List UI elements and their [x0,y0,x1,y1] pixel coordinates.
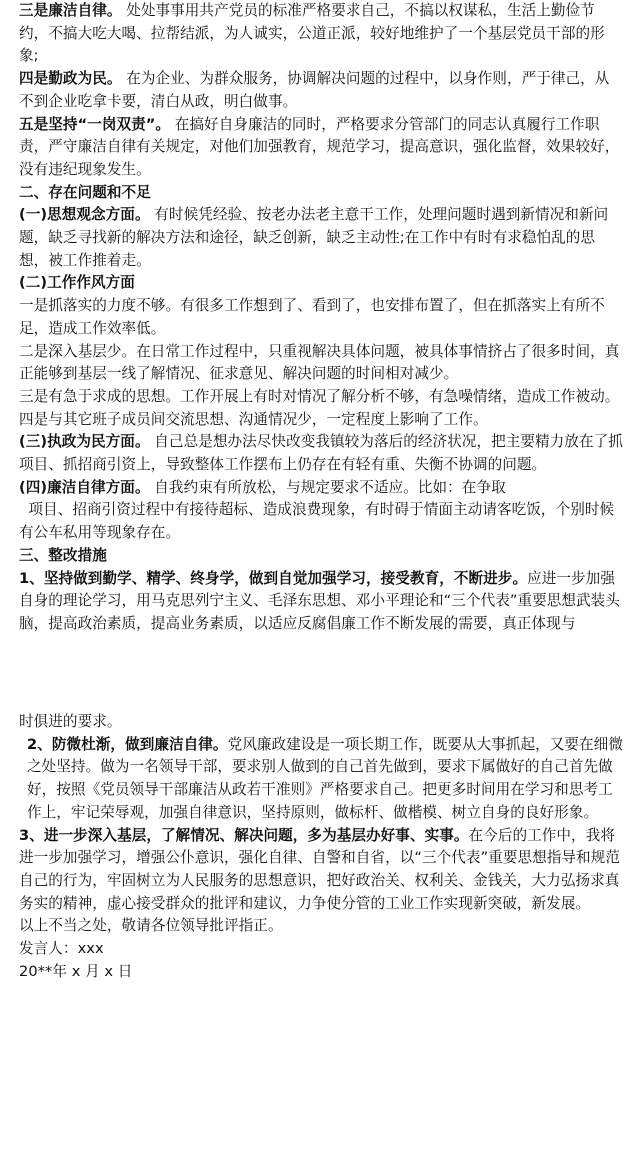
sec2-point-4-body: 自我约束有所放松，与规定要求不适应。比如：在争取 [149,478,506,496]
sec2-point-4-head: (四)廉洁自律方面。 [19,478,150,496]
sec2-point-1-head: (一)思想观念方面。 [19,206,150,224]
sec1-item-3-head: 三是廉洁自律。 [19,2,122,19]
sec2-point-2-line-3: 三是有急于求成的思想。工作开展上有时对情况了解分析不够，有急噪情绪，造成工作被动。 [19,387,620,405]
section-2-title: 二、存在问题和不足 [19,183,151,201]
sec1-item-4-body: 在为企业、为群众服务，协调解决问题的过程中，以身作则，严于律己，从不到企业吃拿卡要，清白从政，明白做事。 [19,70,610,110]
sec3-measure-3 [19,825,624,916]
sec3-measure-2 [19,734,624,825]
sec2-point-1-body: 有时候凭经验、按老办法老主意干工作，处理问题时遇到新情况和新问题，缺乏寻找新的解决方法和途径，缺乏创新，缺乏主动性;在工作中有时有求稳怕乱的思想，被工作推着走。 [19,206,609,269]
sec3-measure-1-cont: 时俱进的要求。 [19,713,122,730]
sec2-point-2-line-4: 四是与其它班子成员间交流思想、沟通情况少，一定程度上影响了工作。 [19,410,488,428]
sec3-measure-1-head: 1、坚持做到勤学、精学、终身学，做到自觉加强学习，接受教育，不断进步。 [19,569,528,587]
sec2-point-1 [19,204,624,272]
sec2-point-4-cont: 项目、招商引资过程中有接待超标、造成浪费现象，有时碍于情面主动请客吃饭，个别时候有公车私用等现象存在。 [19,501,615,542]
closing-line: 以上不当之处，敬请各位领导批评指正。 [19,917,283,935]
section-3-title: 三、整改措施 [19,546,107,564]
sec3-measure-1 [19,568,624,636]
sec2-point-2-line-2: 二是深入基层少。在日常工作过程中，只重视解决具体问题，被具体事情挤占了很多时间，真正能够到基层一线了解情况、征求意见、解决问题的时间相对减少。 [19,342,620,383]
sec1-item-3-body: 处处事事用共产党员的标准严格要求自己，不搞以权谋私，生活上勤俭节约，不搞大吃大喝、拉帮结派，为人诚实，公道正派，较好地维护了一个基层党员干部的形象; [19,2,605,65]
sec1-item-4 [19,68,624,113]
sec1-item-3 [19,0,624,68]
sec2-point-3 [19,431,624,476]
sec3-measure-3-head: 3、进一步深入基层，了解情况、解决问题，多为基层办好事、实事。 [19,826,469,844]
document-upper-block [19,0,624,636]
sec1-item-5-body: 在搞好自身廉洁的同时，严格要求分管部门的同志认真履行工作职责，严守廉洁自律有关规定，对他们加强教育，规范学习，提高意识，强化监督，效果较好，没有违纪现象发生。 [19,115,620,178]
speaker-line: 发言人：xxx [19,940,104,958]
sec2-point-3-head: (三)执政为民方面。 [19,433,150,451]
date-line: 20**年 x 月 x 日 [19,962,133,980]
sec2-point-2-head: (二)工作作风方面 [19,274,135,292]
sec3-measure-2-head: 2、防微杜渐，做到廉洁自律。 [27,735,228,753]
sec2-point-3-body: 自己总是想办法尽快改变我镇较为落后的经济状况，把主要精力放在了抓项目、抓招商引资上，导致整体工作摆布上仍存在有轻有重、失衡不协调的问题。 [19,433,623,474]
sec2-point-2-line-1: 一是抓落实的力度不够。有很多工作想到了、看到了，也安排布置了，但在抓落实上有所不足，造成工作效率低。 [19,297,605,337]
sec3-measure-2-body: 党风廉政建设是一项长期工作，既要从大事抓起，又要在细微之处坚持。做为一名领导干部，要求别人做到的自己首先做到，要求下属做好的自己首先做好，按照《党员领导干部廉洁从政若干准则》严格要求自己。把更多时间用在学习和思考工作上，牢记荣辱观，加强自律意识，坚持原则，做标杆、做楷模、树立自身的良好形象。 [27,735,623,821]
sec3-measure-1-body: 应进一步加强自身的理论学习，用马克思列宁主义、毛泽东思想、邓小平理论和“三个代表”重要思想武装头脑，提高政治素质，提高业务素质，以适应反腐倡廉工作不断发展的需要，真正体现与 [19,569,620,632]
sec1-item-4-head: 四是勤政为民。 [19,70,122,88]
sec2-point-4 [19,477,624,500]
sec1-item-5 [19,114,624,182]
sec1-item-5-head: 五是坚持“一岗双责”。 [19,115,171,133]
document-lower-block [19,711,624,983]
sec3-measure-3-body: 在今后的工作中，我将进一步加强学习，增强公仆意识，强化自律、自警和自省，以“三个代表”重要思想指导和规范自己的行为，牢固树立为人民服务的思想意识，把好政治关、权利关、金钱关，大力弘扬求真务实的精神，虚心接受群众的批评和建议，力争使分管的工业工作实现新突破，新发展。 [19,826,620,912]
